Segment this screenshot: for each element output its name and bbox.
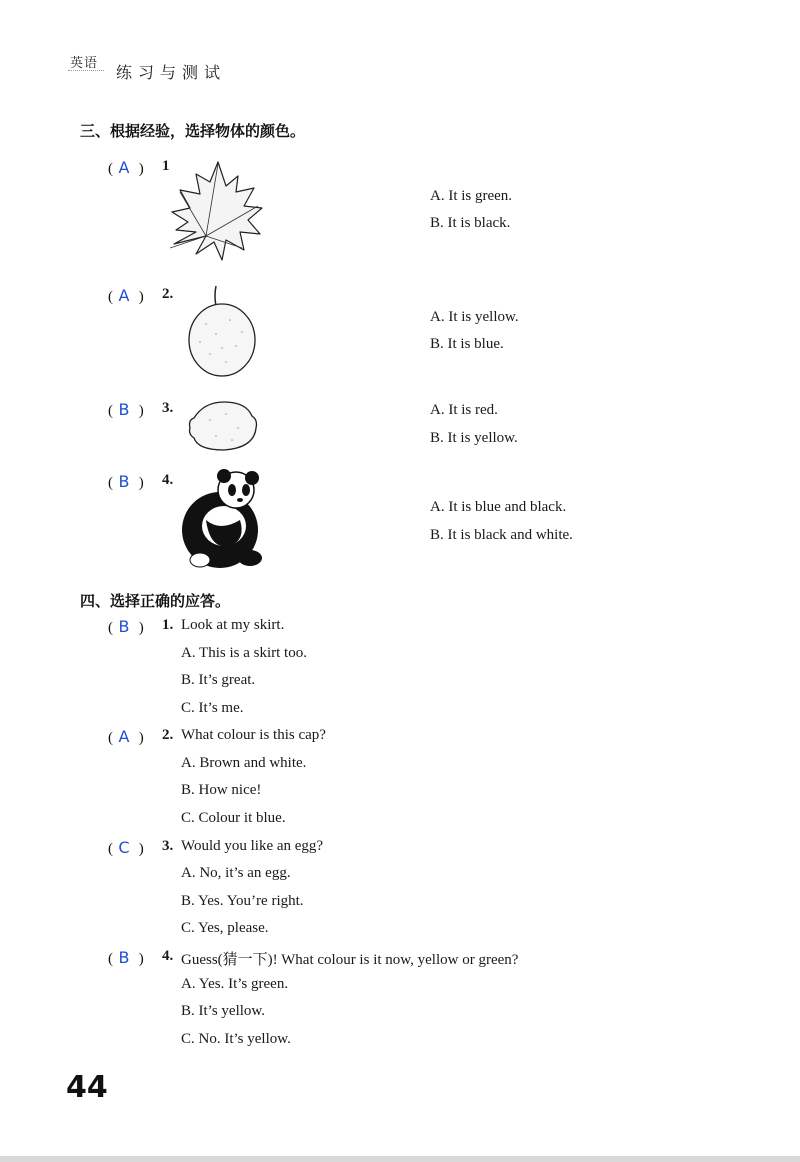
option: C. Colour it blue. xyxy=(181,810,286,826)
question-number: 3. xyxy=(162,400,174,416)
option: B. Yes. You’re right. xyxy=(181,893,304,909)
option: A. Yes. It’s green. xyxy=(181,976,289,992)
book-title: 练习与测试 xyxy=(116,63,227,82)
question-number: 1. xyxy=(162,617,174,633)
answer-value: A xyxy=(118,727,130,746)
answer-value: B xyxy=(118,472,130,491)
header-divider xyxy=(68,70,104,71)
orange-fruit-icon xyxy=(186,284,258,380)
question-text: Would you like an egg? xyxy=(181,838,324,854)
question-text: Guess(猜一下)! What colour is it now, yellow or green? xyxy=(181,952,519,968)
answer-value: B xyxy=(118,400,130,419)
option: A. This is a skirt too. xyxy=(181,645,307,661)
answer-slot-s4-q2[interactable]: ( A ) xyxy=(108,727,144,746)
answer-slot-s4-q1[interactable]: ( B ) xyxy=(108,617,144,636)
subject-label: 英语 xyxy=(70,56,99,71)
page-edge xyxy=(0,1156,800,1162)
option: B. It is yellow. xyxy=(430,430,518,446)
option: B. It is black and white. xyxy=(430,527,573,543)
option: B. It is blue. xyxy=(430,336,504,352)
option: A. It is red. xyxy=(430,402,498,418)
question-number: 4. xyxy=(162,948,174,964)
question-number: 2. xyxy=(162,286,174,302)
option: A. It is green. xyxy=(430,188,513,204)
panda-icon xyxy=(180,470,266,570)
option: B. It is black. xyxy=(430,215,511,231)
option: A. It is blue and black. xyxy=(430,499,567,515)
option: B. It’s great. xyxy=(181,672,256,688)
maple-leaf-icon xyxy=(166,158,266,264)
answer-value: A xyxy=(118,158,130,177)
question-number: 4. xyxy=(162,472,174,488)
option: C. Yes, please. xyxy=(181,920,269,936)
option: C. It’s me. xyxy=(181,700,244,716)
section3-title: 三、根据经验，选择物体的颜色。 xyxy=(80,122,306,140)
answer-value: B xyxy=(118,948,130,967)
answer-slot-s3-q2[interactable]: ( A ) xyxy=(108,286,144,305)
answer-slot-s4-q4[interactable]: ( B ) xyxy=(108,948,144,967)
answer-value: A xyxy=(118,286,130,305)
question-text: Look at my skirt. xyxy=(181,617,285,633)
option: C. No. It’s yellow. xyxy=(181,1031,291,1047)
option: B. It’s yellow. xyxy=(181,1003,266,1019)
question-number: 2. xyxy=(162,727,174,743)
section4-title: 四、选择正确的应答。 xyxy=(80,592,231,610)
answer-slot-s4-q3[interactable]: ( C ) xyxy=(108,838,144,857)
answer-slot-s3-q3[interactable]: ( B ) xyxy=(108,400,144,419)
answer-slot-s3-q1[interactable]: ( A ) xyxy=(108,158,144,177)
question-number: 1 xyxy=(162,158,170,174)
answer-slot-s3-q4[interactable]: ( B ) xyxy=(108,472,144,491)
question-text: What colour is this cap? xyxy=(181,727,326,743)
option: A. It is yellow. xyxy=(430,309,519,325)
answer-value: C xyxy=(118,838,130,857)
page-number: 44 xyxy=(66,1070,108,1105)
question-number: 3. xyxy=(162,838,174,854)
option: A. Brown and white. xyxy=(181,755,307,771)
lemon-fruit-icon xyxy=(186,398,258,454)
option: A. No, it’s an egg. xyxy=(181,865,291,881)
option: B. How nice! xyxy=(181,782,262,798)
answer-value: B xyxy=(118,617,130,636)
